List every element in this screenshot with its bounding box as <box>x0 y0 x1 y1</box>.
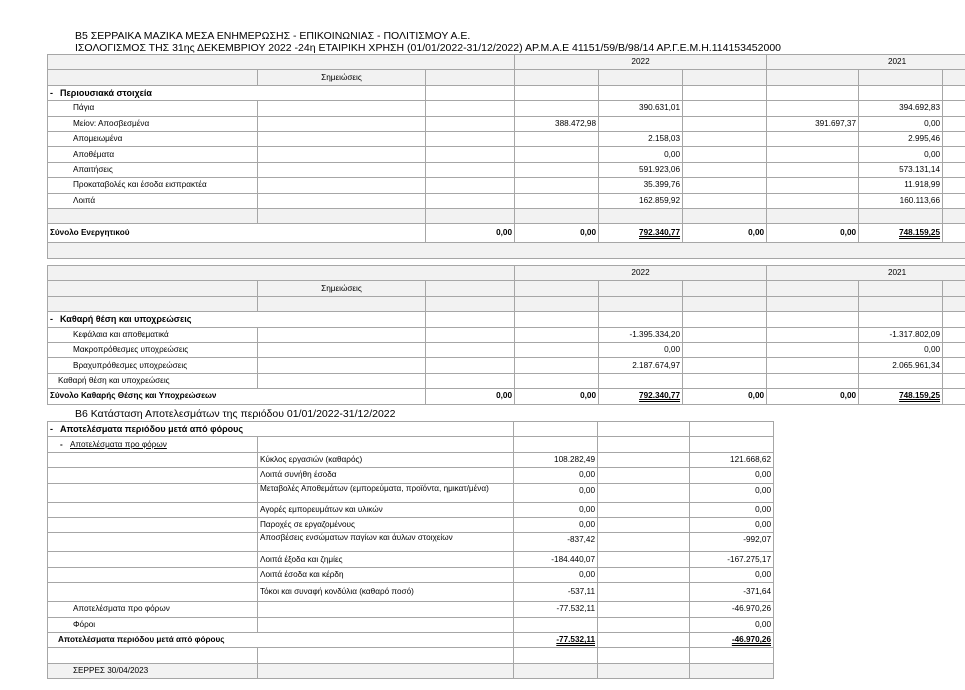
cell: 0,00 <box>690 502 774 517</box>
cell <box>515 178 599 193</box>
cell: -837,42 <box>514 533 598 552</box>
cell: -167.275,17 <box>690 552 774 567</box>
cell: 0,00 <box>859 342 943 357</box>
cell: -537,11 <box>514 583 598 602</box>
notes-header: Σημειώσεις <box>258 70 426 85</box>
row-label: Κεφάλαια και αποθεματικά <box>48 327 258 342</box>
assets-section-row <box>48 85 965 100</box>
income-table <box>47 421 774 679</box>
cell: -184.440,07 <box>514 552 598 567</box>
footer-row <box>48 663 774 678</box>
cell: 0,00 <box>690 483 774 502</box>
row-label: Παροχές σε εργαζομένους <box>258 517 514 532</box>
cell: -46.970,26 <box>690 632 774 647</box>
table-row <box>48 162 965 177</box>
total-cell: 792.340,77 <box>599 224 683 243</box>
total-cell: 0,00 <box>683 224 767 243</box>
table-row <box>48 358 965 373</box>
liabilities-total-label: Σύνολο Καθαρής Θέσης και Υποχρεώσεων <box>48 389 426 404</box>
table-row <box>48 552 774 567</box>
cell: 390.631,01 <box>599 101 683 116</box>
cell <box>515 101 599 116</box>
income-section-row <box>48 422 774 437</box>
cell: 162.859,92 <box>599 193 683 208</box>
cell: -46.970,26 <box>690 602 774 617</box>
cell <box>767 131 859 146</box>
table-row <box>48 583 774 602</box>
empty-row <box>48 648 774 663</box>
row-label: Κύκλος εργασιών (καθαρός) <box>258 452 514 467</box>
taxes-row <box>48 617 774 632</box>
table-row <box>48 342 965 357</box>
total-cell: 792.340,77 <box>599 389 683 404</box>
total-cell: 748.159,25 <box>859 224 943 243</box>
cell: 0,00 <box>514 468 598 483</box>
total-cell: 0,00 <box>426 224 515 243</box>
assets-year-current: 2022 <box>515 55 767 70</box>
cell: 108.282,49 <box>514 452 598 467</box>
cell <box>515 162 599 177</box>
liabilities-table <box>47 265 965 405</box>
income-subsection-row <box>48 437 774 452</box>
total-cell: 748.159,25 <box>859 389 943 404</box>
cell: 0,00 <box>599 342 683 357</box>
liabilities-year-previous: 2021 <box>767 266 965 281</box>
table-row <box>48 567 774 582</box>
cell: 0,00 <box>690 517 774 532</box>
row-label: Μεταβολές Αποθεμάτων (εμπορεύματα, προϊόντα, ημικατ/μένα) <box>258 483 514 502</box>
row-label: Αποτελέσματα προ φόρων <box>48 602 258 617</box>
total-cell: 0,00 <box>515 389 599 404</box>
cell <box>515 147 599 162</box>
liabilities-section-row <box>48 312 965 327</box>
liabilities-section-title: Καθαρή θέση και υποχρεώσεις <box>60 314 192 325</box>
table-row <box>48 178 965 193</box>
table-row <box>48 502 774 517</box>
cell: 394.692,83 <box>859 101 943 116</box>
empty-row <box>48 296 965 311</box>
cell: 591.923,06 <box>599 162 683 177</box>
cell: 160.113,66 <box>859 193 943 208</box>
table-row <box>48 517 774 532</box>
liabilities-subtotal-row <box>48 373 965 388</box>
row-label: Λοιπά <box>48 193 258 208</box>
total-cell: 0,00 <box>767 224 859 243</box>
collapse-minus-icon[interactable]: - <box>60 439 63 449</box>
table-row <box>48 468 774 483</box>
income-statement-title: B6 Κατάσταση Αποτελεσμάτων της περιόδου 01/01/2022-31/12/2022 <box>75 408 396 420</box>
collapse-minus-icon[interactable]: - <box>50 87 53 98</box>
cell: 2.995,46 <box>859 131 943 146</box>
empty-row <box>48 208 965 223</box>
cell <box>767 193 859 208</box>
cell: 0,00 <box>514 567 598 582</box>
cell: 0,00 <box>514 502 598 517</box>
row-label: Φόροι <box>48 617 258 632</box>
row-label: Απομειωμένα <box>48 131 258 146</box>
table-row <box>48 101 965 116</box>
table-row <box>48 452 774 467</box>
table-row <box>48 483 774 502</box>
row-label: Τόκοι και συναφή κονδύλια (καθαρό ποσό) <box>258 583 514 602</box>
cell: 0,00 <box>514 517 598 532</box>
cell: 2.158,03 <box>599 131 683 146</box>
row-label: Αποτελέσματα περιόδου μετά από φόρους <box>48 632 514 647</box>
collapse-minus-icon[interactable]: - <box>50 314 53 325</box>
row-label: Καθαρή θέση και υποχρεώσεις <box>48 373 258 388</box>
cell <box>514 617 598 632</box>
assets-notes-header-row <box>48 70 965 85</box>
liabilities-notes-header-row <box>48 281 965 296</box>
row-label: Μείον: Αποσβεσμένα <box>48 116 258 131</box>
row-label: Απαιτήσεις <box>48 162 258 177</box>
row-label: Πάγια <box>48 101 258 116</box>
notes-header: Σημειώσεις <box>258 281 426 296</box>
cell: 573.131,14 <box>859 162 943 177</box>
cell: -77.532,11 <box>514 632 598 647</box>
cell <box>515 131 599 146</box>
cell: -371,64 <box>690 583 774 602</box>
table-row <box>48 193 965 208</box>
assets-table <box>47 54 965 259</box>
cell: 0,00 <box>599 147 683 162</box>
assets-year-header-row <box>48 55 965 70</box>
table-row <box>48 327 965 342</box>
cell: 35.399,76 <box>599 178 683 193</box>
report-company-title: B5 ΣΕΡΡΑΙΚΑ ΜΑΖΙΚΑ ΜΕΣΑ ΕΝΗΜΕΡΩΣΗΣ - ΕΠΙΚΟΙΝΩΝΙΑΣ - ΠΟΛΙΤΙΣΜΟΥ Α.Ε. <box>75 30 471 42</box>
assets-total-label: Σύνολο Ενεργητικού <box>48 224 426 243</box>
table-row <box>48 131 965 146</box>
liabilities-total-row <box>48 389 965 404</box>
cell: 11.918,99 <box>859 178 943 193</box>
cell: 0,00 <box>690 468 774 483</box>
cell: -1.317.802,09 <box>859 327 943 342</box>
cell: 2.065.961,34 <box>859 358 943 373</box>
cell: 0,00 <box>690 617 774 632</box>
assets-section-title: Περιουσιακά στοιχεία <box>60 87 152 98</box>
assets-total-row <box>48 224 965 243</box>
table-row <box>48 533 774 552</box>
row-label: Λοιπά έσοδα και κέρδη <box>258 567 514 582</box>
row-label: Προκαταβολές και έσοδα εισπρακτέα <box>48 178 258 193</box>
cell: 0,00 <box>859 116 943 131</box>
total-cell: 0,00 <box>515 224 599 243</box>
total-cell: 0,00 <box>426 389 515 404</box>
cell <box>767 147 859 162</box>
report-balance-sheet-title: ΙΣΟΛΟΓΙΣΜΟΣ ΤΗΣ 31ης ΔΕΚΕΜΒΡΙΟΥ 2022 -24η ΕΤΑΙΡΙΚΗ ΧΡΗΣΗ (01/01/2022-31/12/2022) ΑΡ.Μ.Α.Ε 41151/59/Β/98/14 ΑΡ.Γ.Ε.Μ.Η.114153452000 <box>75 42 782 54</box>
aftertax-row <box>48 632 774 647</box>
cell <box>515 193 599 208</box>
cell: 391.697,37 <box>767 116 859 131</box>
liabilities-year-header-row <box>48 266 965 281</box>
cell: 0,00 <box>514 483 598 502</box>
cell <box>767 101 859 116</box>
total-cell: 0,00 <box>683 389 767 404</box>
income-section-title: Αποτελέσματα περιόδου μετά από φόρους <box>60 424 244 435</box>
cell: -1.395.334,20 <box>599 327 683 342</box>
row-label: Αποθέματα <box>48 147 258 162</box>
income-subsection-title: Αποτελέσματα προ φόρων <box>70 439 167 449</box>
pretax-row <box>48 602 774 617</box>
cell: 388.472,98 <box>515 116 599 131</box>
row-label: Λοιπά συνήθη έσοδα <box>258 468 514 483</box>
total-cell: 0,00 <box>767 389 859 404</box>
cell <box>599 116 683 131</box>
row-label: Αγορές εμπορευμάτων και υλικών <box>258 502 514 517</box>
empty-row <box>48 243 965 258</box>
footer-place-date: ΣΕΡΡΕΣ 30/04/2023 <box>48 663 258 678</box>
assets-year-previous: 2021 <box>767 55 965 70</box>
cell: 0,00 <box>690 567 774 582</box>
row-label: Αποσβέσεις ενσώματων παγίων και άυλων στοιχείων <box>258 533 514 552</box>
cell <box>767 162 859 177</box>
collapse-minus-icon[interactable]: - <box>50 424 53 435</box>
cell: 121.668,62 <box>690 452 774 467</box>
liabilities-year-current: 2022 <box>515 266 767 281</box>
row-label: Λοιπά έξοδα και ζημίες <box>258 552 514 567</box>
cell <box>767 178 859 193</box>
cell: 2.187.674,97 <box>599 358 683 373</box>
cell: 0,00 <box>859 147 943 162</box>
table-row <box>48 147 965 162</box>
row-label: Μακροπρόθεσμες υποχρεώσεις <box>48 342 258 357</box>
table-row <box>48 116 965 131</box>
row-label: Βραχυπρόθεσμες υποχρεώσεις <box>48 358 258 373</box>
cell: -77.532,11 <box>514 602 598 617</box>
cell: -992,07 <box>690 533 774 552</box>
